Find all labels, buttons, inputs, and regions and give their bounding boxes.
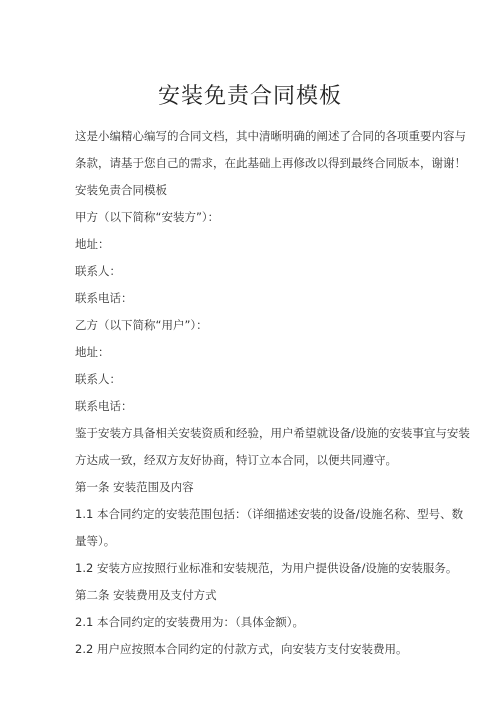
party-b-heading: 乙方（以下简称“用户”）：	[75, 318, 208, 332]
clause-2-2: 2.2 用户应按照本合同约定的付款方式，向安装方支付安装费用。	[75, 642, 408, 656]
recital-line-2: 方达成一致，经双方友好协商，特订立本合同，以便共同遵守。	[75, 453, 397, 467]
article-1-heading: 第一条 安装范围及内容	[75, 480, 194, 494]
clause-1-1-line-1: 1.1 本合同约定的安装范围包括：（详细描述安装的设备/设施名称、型号、数	[75, 507, 464, 521]
document-title: 安装免责合同模板	[157, 84, 342, 109]
party-a-phone: 联系电话：	[75, 291, 133, 305]
recital-line-1: 鉴于安装方具备相关安装资质和经验，用户希望就设备/设施的安装事宜与安装	[75, 426, 470, 440]
contract-subtitle: 安装免责合同模板	[75, 183, 167, 197]
party-b-phone: 联系电话：	[75, 399, 133, 413]
clause-1-2: 1.2 安装方应按照行业标准和安装规范，为用户提供设备/设施的安装服务。	[75, 561, 458, 575]
clause-2-1: 2.1 本合同约定的安装费用为：（具体金额）。	[75, 615, 304, 629]
clause-1-1-line-2: 量等）。	[75, 534, 116, 548]
intro-line-2: 条款，请基于您自己的需求，在此基础上再修改以得到最终合同版本，谢谢！	[75, 156, 466, 170]
intro-line-1: 这是小编精心编写的合同文档，其中清晰明确的阐述了合同的各项重要内容与	[75, 129, 466, 143]
party-a-address: 地址：	[75, 237, 110, 251]
article-2-heading: 第二条 安装费用及支付方式	[75, 588, 217, 602]
party-b-contact: 联系人：	[75, 372, 121, 386]
party-a-contact: 联系人：	[75, 264, 121, 278]
party-b-address: 地址：	[75, 345, 110, 359]
party-a-heading: 甲方（以下简称“安装方”）：	[75, 210, 220, 224]
